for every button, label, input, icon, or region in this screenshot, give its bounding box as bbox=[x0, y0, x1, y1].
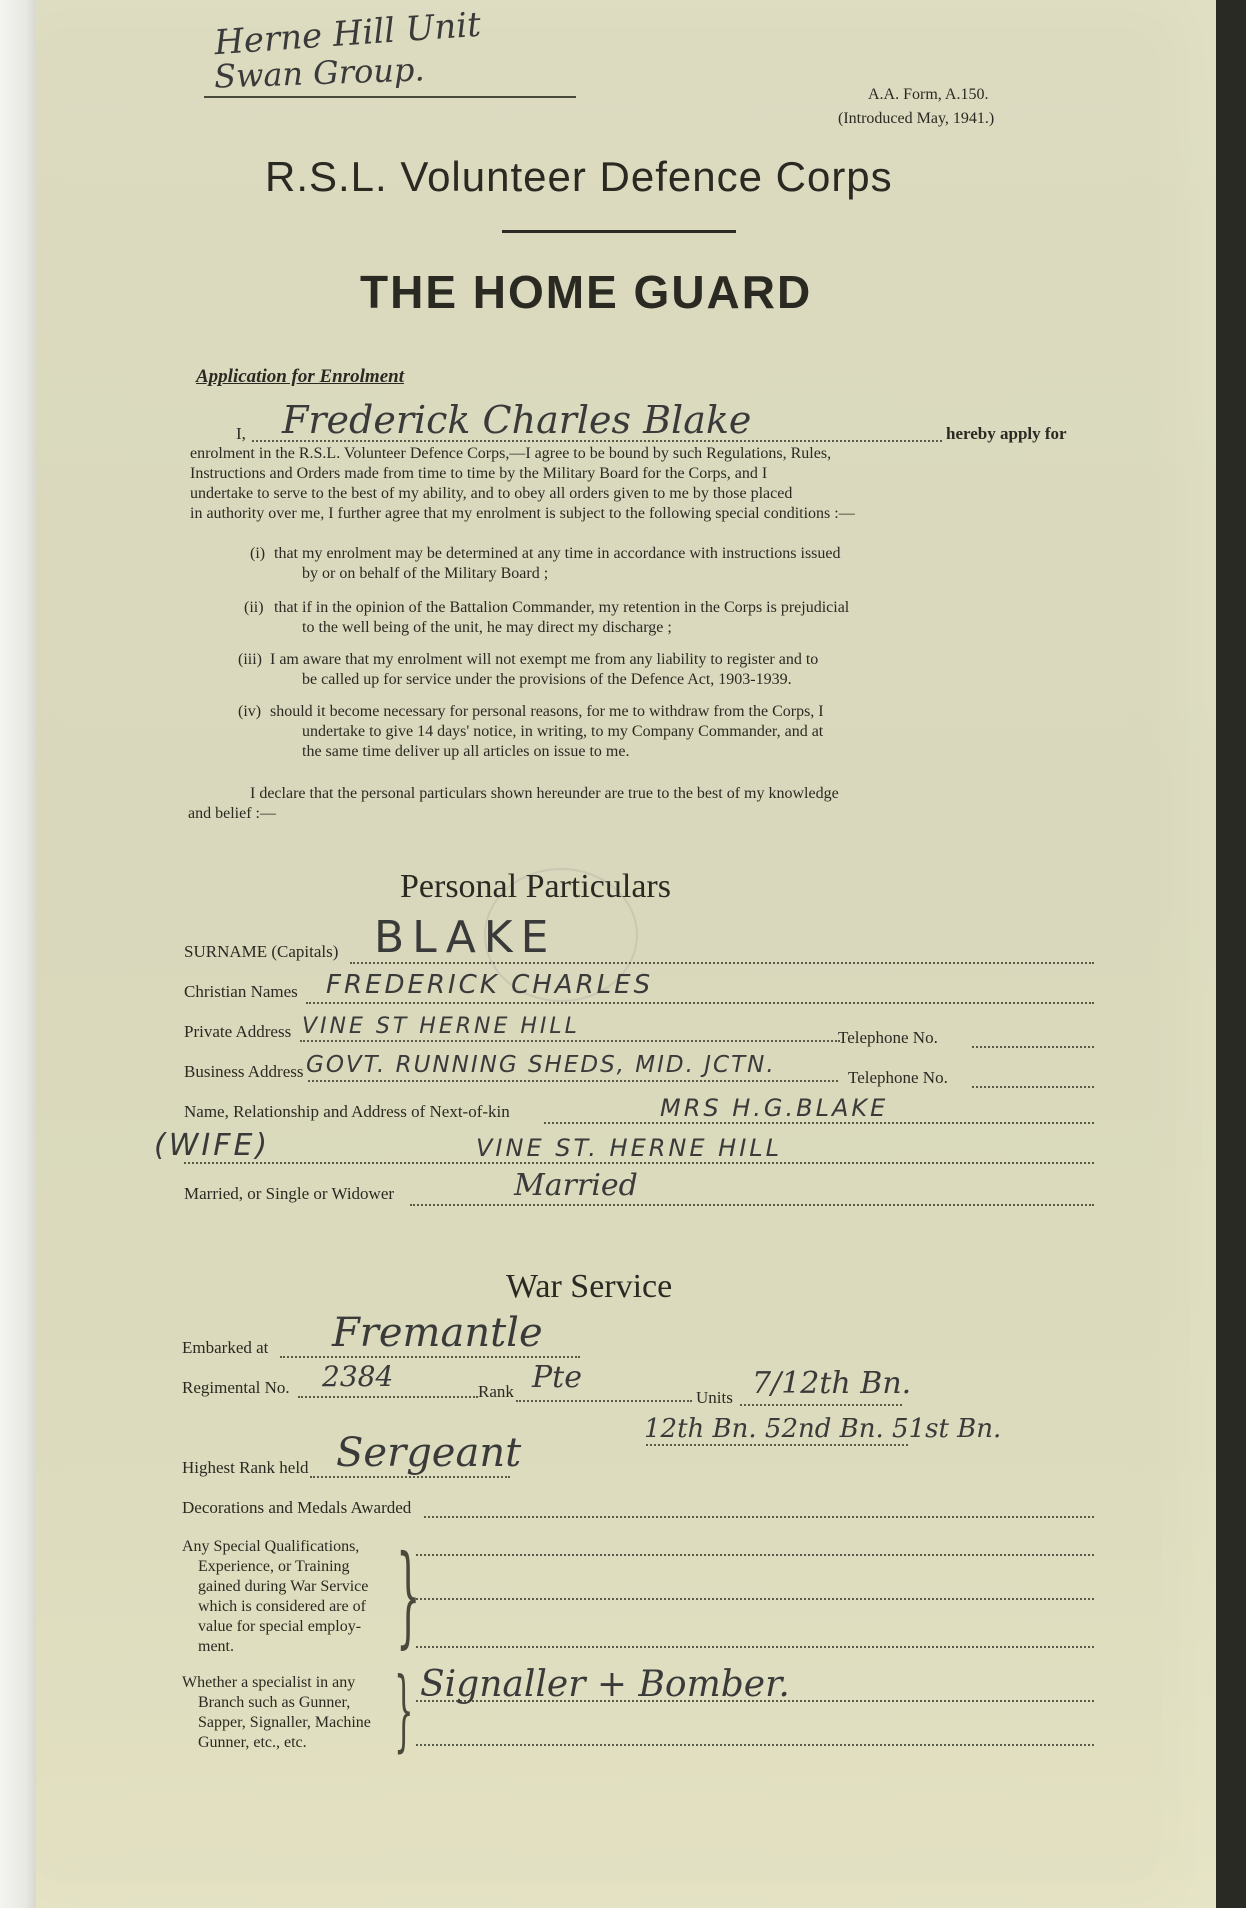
intro-line-2: Instructions and Orders made from time to time by the Military Board for the Corps, and I bbox=[190, 465, 768, 482]
marital-status-line bbox=[410, 1204, 1094, 1206]
applicant-suffix: hereby apply for bbox=[946, 424, 1067, 443]
form-subtitle: THE HOME GUARD bbox=[360, 266, 813, 318]
condition-iv-line-3: the same time deliver up all articles on issue to me. bbox=[302, 743, 630, 760]
highest-rank-label: Highest Rank held bbox=[182, 1458, 309, 1477]
embarked-line bbox=[280, 1356, 580, 1358]
private-address-value: VINE ST HERNE HILL bbox=[302, 1014, 580, 1039]
rank-label: Rank bbox=[478, 1382, 514, 1401]
regimental-number-label: Regimental No. bbox=[182, 1378, 290, 1397]
war-service-heading: War Service bbox=[506, 1268, 673, 1305]
embarked-value: Fremantle bbox=[332, 1310, 543, 1356]
form-reference-1: A.A. Form, A.150. bbox=[868, 86, 989, 103]
business-address-line bbox=[308, 1080, 838, 1082]
qualifications-brace: } bbox=[396, 1531, 421, 1659]
qualifications-line-3 bbox=[416, 1646, 1094, 1648]
declaration-line-1: I declare that the personal particulars shown hereunder are true to the best of my knowledge bbox=[250, 785, 839, 802]
telephone-2-line bbox=[972, 1086, 1094, 1088]
declaration-line-2: and belief :— bbox=[188, 805, 276, 822]
annotation-line-2: Swan Group. bbox=[213, 50, 426, 96]
regimental-number-line bbox=[298, 1396, 478, 1398]
regimental-number-value: 2384 bbox=[322, 1360, 394, 1393]
telephone-line bbox=[972, 1046, 1094, 1048]
christian-names-label: Christian Names bbox=[184, 982, 298, 1001]
next-of-kin-address: VINE ST. HERNE HILL bbox=[476, 1134, 783, 1162]
annotation-underline bbox=[204, 96, 576, 98]
next-of-kin-line-2 bbox=[184, 1162, 1094, 1164]
qualifications-label-3: gained during War Service bbox=[198, 1578, 369, 1595]
telephone-label: Telephone No. bbox=[838, 1028, 938, 1047]
christian-names-value: FREDERICK CHARLES bbox=[326, 970, 654, 1000]
enrolment-form-sheet bbox=[36, 0, 1216, 1908]
marital-status-value: Married bbox=[514, 1168, 638, 1203]
decorations-label: Decorations and Medals Awarded bbox=[182, 1498, 412, 1517]
intro-line-4: in authority over me, I further agree that my enrolment is subject to the following special conditions :— bbox=[190, 505, 855, 522]
title-rule bbox=[502, 230, 736, 233]
units-value-2: 12th Bn. 52nd Bn. 51st Bn. bbox=[644, 1414, 1002, 1444]
rank-value: Pte bbox=[532, 1360, 582, 1395]
condition-i-line-2: by or on behalf of the Military Board ; bbox=[302, 565, 549, 582]
intro-line-1: enrolment in the R.S.L. Volunteer Defence Corps,—I agree to be bound by such Regulations, Rules, bbox=[190, 445, 832, 462]
next-of-kin-line bbox=[544, 1122, 1094, 1124]
condition-iv-num: (iv) bbox=[238, 703, 262, 720]
condition-i-num: (i) bbox=[250, 545, 266, 562]
intro-line-3: undertake to serve to the best of my ability, and to obey all orders given to me by those placed bbox=[190, 485, 793, 502]
next-of-kin-relationship: (WIFE) bbox=[154, 1128, 271, 1163]
qualifications-label-1: Any Special Qualifications, bbox=[182, 1538, 360, 1555]
business-address-label: Business Address bbox=[184, 1062, 304, 1081]
specialist-label-4: Gunner, etc., etc. bbox=[198, 1734, 307, 1751]
private-address-label: Private Address bbox=[184, 1022, 292, 1041]
highest-rank-value: Sergeant bbox=[336, 1430, 522, 1476]
condition-ii-line-1: that if in the opinion of the Battalion Commander, my retention in the Corps is prejudicial bbox=[274, 599, 850, 616]
specialist-brace: } bbox=[394, 1658, 414, 1761]
qualifications-line-1 bbox=[416, 1554, 1094, 1556]
telephone-2-label: Telephone No. bbox=[848, 1068, 948, 1087]
surname-label: SURNAME (Capitals) bbox=[184, 942, 339, 961]
condition-ii-num: (ii) bbox=[244, 599, 264, 616]
christian-names-line bbox=[306, 1002, 1094, 1004]
qualifications-label-2: Experience, or Training bbox=[198, 1558, 350, 1575]
applicant-prefix: I, bbox=[236, 424, 246, 443]
specialist-label-3: Sapper, Signaller, Machine bbox=[198, 1714, 371, 1731]
personal-particulars-heading: Personal Particulars bbox=[400, 868, 671, 905]
qualifications-label-5: value for special employ- bbox=[198, 1618, 362, 1635]
rank-line bbox=[516, 1400, 692, 1402]
form-title: R.S.L. Volunteer Defence Corps bbox=[265, 153, 893, 200]
qualifications-label-4: which is considered are of bbox=[198, 1598, 366, 1615]
application-heading: Application for Enrolment bbox=[196, 366, 404, 387]
units-line bbox=[740, 1404, 902, 1406]
units-value: 7/12th Bn. bbox=[752, 1366, 912, 1401]
marital-status-label: Married, or Single or Widower bbox=[184, 1184, 395, 1203]
qualifications-label-6: ment. bbox=[198, 1638, 234, 1655]
business-address-value: GOVT. RUNNING SHEDS, MID. JCTN. bbox=[306, 1052, 776, 1078]
qualifications-line-2 bbox=[416, 1598, 1094, 1600]
specialist-line-2 bbox=[416, 1744, 1094, 1746]
condition-iv-line-1: should it become necessary for personal reasons, for me to withdraw from the Corps, I bbox=[270, 703, 824, 720]
next-of-kin-label: Name, Relationship and Address of Next-of-kin bbox=[184, 1102, 510, 1121]
highest-rank-line bbox=[310, 1476, 510, 1478]
condition-i-line-1: that my enrolment may be determined at any time in accordance with instructions issued bbox=[274, 545, 841, 562]
condition-ii-line-2: to the well being of the unit, he may direct my discharge ; bbox=[302, 619, 672, 636]
specialist-label-1: Whether a specialist in any bbox=[182, 1674, 356, 1691]
specialist-value: Signaller + Bomber. bbox=[420, 1664, 790, 1705]
condition-iii-line-2: be called up for service under the provisions of the Defence Act, 1903-1939. bbox=[302, 671, 792, 688]
condition-iv-line-2: undertake to give 14 days' notice, in writing, to my Company Commander, and at bbox=[302, 723, 824, 740]
form-reference-2: (Introduced May, 1941.) bbox=[838, 110, 995, 127]
decorations-line bbox=[424, 1516, 1094, 1518]
applicant-name: Frederick Charles Blake bbox=[282, 398, 752, 442]
units-line-2 bbox=[646, 1444, 908, 1446]
next-of-kin-value: MRS H.G.BLAKE bbox=[660, 1094, 889, 1122]
embarked-label: Embarked at bbox=[182, 1338, 269, 1357]
condition-iii-num: (iii) bbox=[238, 651, 262, 668]
specialist-label-2: Branch such as Gunner, bbox=[198, 1694, 351, 1711]
units-label: Units bbox=[696, 1388, 733, 1407]
surname-value: BLAKE bbox=[374, 912, 557, 963]
condition-iii-line-1: I am aware that my enrolment will not exempt me from any liability to register and to bbox=[270, 651, 819, 668]
annotation-line-1: Herne Hill Unit bbox=[212, 4, 483, 64]
adjacent-page-edge bbox=[0, 0, 36, 1908]
private-address-line bbox=[300, 1040, 840, 1042]
